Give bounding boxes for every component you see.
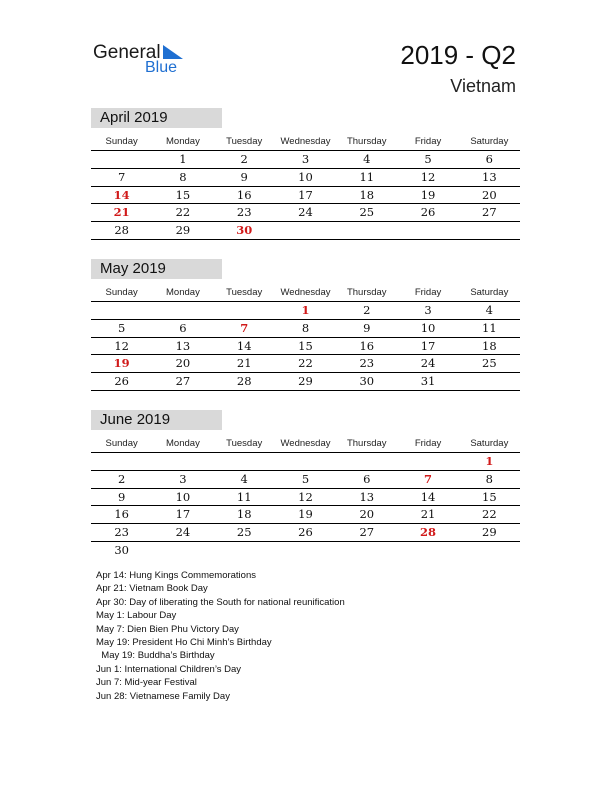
weekday-label: Sunday: [105, 136, 138, 147]
holiday-list: [96, 569, 345, 703]
day-cell: 29: [175, 223, 191, 238]
week-row: [91, 319, 520, 337]
day-cell: 29: [298, 374, 313, 389]
day-cell: 20: [359, 507, 375, 522]
day-cell: 20: [175, 356, 191, 371]
day-cell: [459, 542, 520, 559]
day-cell: 29: [482, 525, 497, 540]
day-cell: 21: [420, 507, 436, 522]
logo-blue-text: Blue: [145, 59, 178, 76]
day-cell: 4: [240, 471, 248, 486]
day-cell: 11: [359, 169, 375, 184]
day-cell: 11: [482, 320, 497, 335]
month-april: [91, 108, 520, 240]
day-cell: [91, 151, 152, 168]
day-cell: [336, 222, 397, 239]
day-cell: 6: [485, 152, 493, 166]
day-cell: 16: [114, 507, 129, 522]
day-cell: [152, 542, 213, 559]
day-cell: 6: [363, 471, 371, 486]
day-cell: 1: [485, 454, 494, 468]
day-cell: [336, 542, 397, 559]
week-row: [91, 337, 520, 355]
day-cell: 28: [236, 374, 252, 389]
day-cell: 22: [175, 205, 191, 220]
holiday-entry: Jun 1: International Children’s Day: [96, 663, 242, 675]
day-cell: 9: [240, 169, 248, 184]
weekday-header: [91, 285, 520, 301]
weekday-label: Tuesday: [226, 438, 263, 449]
day-cell: 7: [424, 471, 433, 486]
day-cell: 11: [236, 489, 252, 504]
weekday-label: Wednesday: [280, 287, 331, 298]
holiday-entry: Apr 21: Vietnam Book Day: [96, 583, 208, 595]
weekday-label: Friday: [414, 438, 442, 449]
week-row: [91, 523, 520, 541]
day-cell: [275, 542, 336, 559]
day-cell: [397, 542, 458, 559]
day-cell: 24: [298, 205, 313, 220]
day-cell: 26: [298, 525, 313, 540]
weekday-label: Tuesday: [226, 136, 263, 147]
day-cell: 9: [117, 489, 126, 504]
week-row: [91, 505, 520, 523]
day-cell: [214, 302, 275, 319]
month-may: [91, 259, 520, 391]
day-cell: 12: [298, 489, 313, 504]
weekday-label: Friday: [414, 287, 442, 298]
week-row: [91, 301, 520, 319]
weekday-label: Monday: [166, 438, 200, 449]
day-cell: 30: [359, 374, 375, 389]
day-cell: 25: [236, 525, 252, 540]
day-cell: 19: [420, 187, 436, 202]
day-cell: 14: [420, 489, 436, 504]
day-cell: 25: [482, 356, 497, 371]
day-cell: 1: [301, 303, 310, 317]
day-cell: 12: [420, 169, 436, 184]
month-june: [91, 410, 520, 559]
day-cell: [397, 453, 458, 470]
week-row: [91, 203, 520, 221]
day-cell: 14: [236, 338, 252, 353]
day-cell: 3: [424, 303, 432, 317]
week-row: [91, 354, 520, 372]
weekday-label: Tuesday: [226, 287, 263, 298]
weekday-header: [91, 134, 520, 150]
day-cell: 31: [420, 374, 436, 389]
day-cell: 24: [420, 356, 436, 371]
weekday-label: Friday: [414, 136, 442, 147]
day-cell: 13: [482, 169, 497, 184]
day-cell: 22: [482, 507, 497, 522]
day-cell: 5: [301, 471, 310, 486]
month-title: June 2019: [91, 410, 222, 430]
day-cell: 30: [236, 223, 253, 238]
day-cell: 17: [298, 187, 313, 202]
day-cell: 23: [236, 205, 252, 220]
day-cell: 9: [363, 320, 371, 335]
holiday-entry: Jun 28: Vietnamese Family Day: [96, 690, 230, 702]
day-cell: 18: [236, 507, 252, 522]
month-title: April 2019: [91, 108, 222, 128]
week-row: [91, 150, 520, 168]
day-cell: 8: [485, 471, 493, 486]
day-cell: [152, 302, 213, 319]
day-cell: [152, 453, 213, 470]
holiday-entry: Jun 7: Mid-year Festival: [96, 677, 197, 689]
day-cell: 8: [179, 169, 187, 184]
day-cell: 2: [240, 152, 248, 166]
day-cell: 25: [359, 205, 375, 220]
week-row: [91, 452, 520, 470]
weekday-label: Sunday: [105, 438, 138, 449]
weekday-label: Wednesday: [280, 438, 331, 449]
day-cell: 3: [301, 152, 310, 166]
day-cell: [214, 542, 275, 559]
day-cell: 19: [298, 507, 313, 522]
day-cell: 12: [114, 338, 129, 353]
day-cell: 10: [298, 169, 313, 184]
day-cell: [214, 453, 275, 470]
day-cell: 13: [175, 338, 191, 353]
day-cell: [91, 453, 152, 470]
day-cell: 16: [236, 187, 252, 202]
day-cell: 10: [175, 489, 191, 504]
day-cell: 27: [482, 205, 497, 220]
day-cell: 14: [113, 187, 130, 202]
day-cell: 2: [363, 303, 371, 317]
weekday-label: Saturday: [470, 438, 509, 449]
day-cell: [91, 302, 152, 319]
day-cell: [275, 453, 336, 470]
day-cell: 7: [240, 320, 249, 335]
day-cell: [336, 453, 397, 470]
day-cell: 21: [236, 356, 252, 371]
weekday-label: Saturday: [470, 287, 509, 298]
week-row: [91, 541, 520, 559]
day-cell: 21: [113, 205, 130, 220]
month-title: May 2019: [91, 259, 222, 279]
day-cell: 17: [175, 507, 191, 522]
weekday-label: Monday: [166, 287, 200, 298]
holiday-entry: May 7: Dien Bien Phu Victory Day: [96, 623, 239, 635]
weekday-label: Wednesday: [280, 136, 331, 147]
country-name: Vietnam: [450, 76, 516, 96]
day-cell: 4: [363, 152, 371, 166]
day-cell: [275, 222, 336, 239]
day-cell: [459, 222, 520, 239]
day-cell: 1: [179, 152, 187, 166]
day-cell: 18: [359, 187, 375, 202]
day-cell: 20: [482, 187, 497, 202]
day-cell: 8: [301, 320, 310, 335]
day-cell: 15: [298, 338, 313, 353]
week-row: [91, 168, 520, 186]
holiday-entry: Apr 30: Day of liberating the South for national reunification: [96, 596, 345, 608]
day-cell: 7: [117, 169, 126, 184]
logo-general-text: General: [93, 42, 161, 63]
day-cell: 30: [114, 542, 129, 557]
weekday-label: Monday: [166, 136, 200, 147]
day-cell: 5: [117, 320, 126, 335]
day-cell: 13: [359, 489, 375, 504]
day-cell: 5: [424, 152, 432, 166]
day-cell: 15: [482, 489, 497, 504]
day-cell: [397, 222, 458, 239]
holiday-entry: May 1: Labour Day: [96, 610, 177, 622]
day-cell: 4: [485, 303, 493, 317]
day-cell: 18: [482, 338, 497, 353]
day-cell: 22: [298, 356, 313, 371]
day-cell: 16: [359, 338, 375, 353]
day-cell: 27: [359, 525, 375, 540]
day-cell: 27: [175, 374, 191, 389]
day-cell: 26: [420, 205, 436, 220]
weekday-label: Sunday: [105, 287, 138, 298]
day-cell: 2: [117, 471, 126, 486]
day-cell: 23: [114, 525, 129, 540]
holiday-entry: Apr 14: Hung Kings Commemorations: [96, 570, 256, 581]
week-row: [91, 372, 520, 391]
weekday-label: Thursday: [346, 287, 387, 298]
page-title: 2019 - Q2: [400, 40, 516, 70]
day-cell: 28: [114, 223, 129, 238]
day-cell: 3: [179, 471, 187, 486]
day-cell: 10: [420, 320, 436, 335]
day-cell: 26: [114, 374, 129, 389]
week-row: [91, 186, 520, 204]
day-cell: 24: [175, 525, 191, 540]
day-cell: 15: [175, 187, 191, 202]
day-cell: 17: [420, 338, 436, 353]
weekday-label: Thursday: [346, 438, 387, 449]
weekday-label: Saturday: [470, 136, 509, 147]
week-row: [91, 488, 520, 506]
day-cell: 23: [359, 356, 375, 371]
day-cell: 19: [113, 356, 130, 371]
week-row: [91, 221, 520, 240]
day-cell: [459, 373, 520, 390]
holiday-entry: May 19: Buddha’s Birthday: [96, 650, 215, 662]
weekday-header: [91, 436, 520, 452]
logo: [93, 42, 193, 78]
holiday-entry: May 19: President Ho Chi Minh’s Birthday: [96, 637, 272, 649]
weekday-label: Thursday: [346, 136, 387, 147]
day-cell: 6: [179, 320, 187, 335]
week-row: [91, 470, 520, 488]
day-cell: 28: [420, 525, 437, 540]
